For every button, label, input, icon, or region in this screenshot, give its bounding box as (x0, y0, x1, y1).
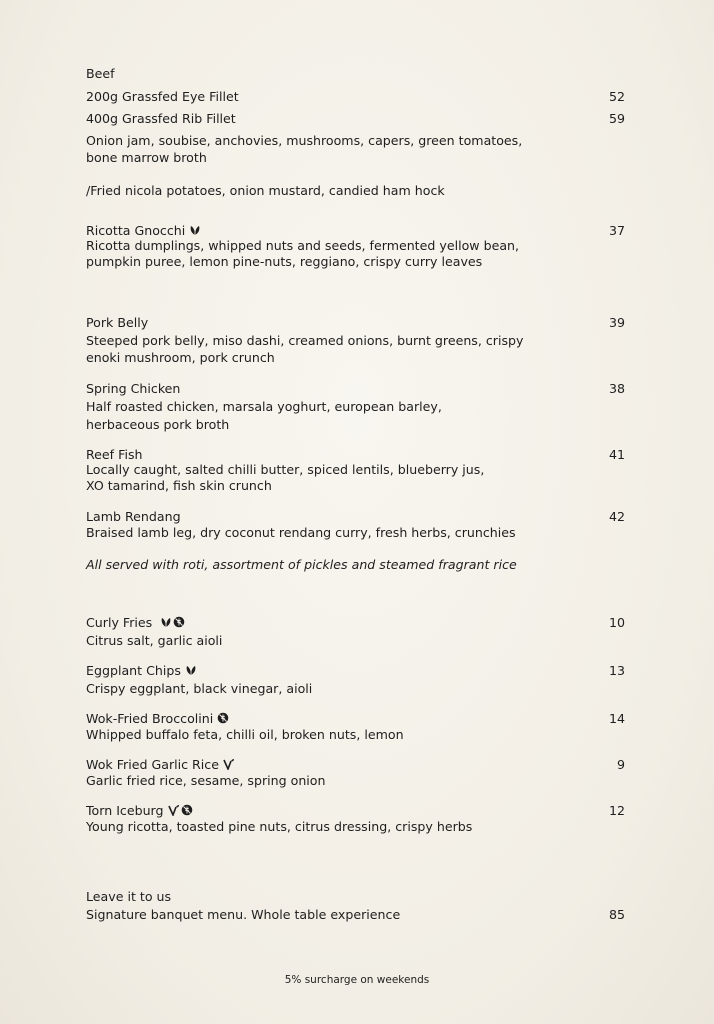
price-rib-fillet: 59 (608, 111, 625, 126)
lamb-description: Braised lamb leg, dry coconut rendang curry, fresh herbs, crunchies (86, 525, 516, 540)
price-eggplant-chips: 13 (608, 663, 625, 678)
price-torn-iceburg: 12 (608, 803, 625, 818)
section-heading-banquet: Leave it to us (86, 889, 172, 904)
vegan-v-icon (223, 758, 235, 770)
price-reef-fish: 41 (608, 447, 625, 462)
fish-description-line-1: Locally caught, salted chilli butter, spiced lentils, blueberry jus, (86, 462, 485, 477)
garlic-rice-description: Garlic fried rice, sesame, spring onion (86, 773, 326, 788)
pork-description-line-2: enoki mushroom, pork crunch (86, 350, 275, 365)
item-name: Wok Fried Garlic Rice (86, 757, 219, 772)
menu-item-wok-fried-garlic-rice (86, 757, 235, 773)
menu-item-ricotta-gnocchi (86, 223, 201, 239)
beef-description-line-1: Onion jam, soubise, anchovies, mushrooms, capers, green tomatoes, (86, 133, 523, 148)
leaf-icon (185, 664, 197, 676)
price-broccolini: 14 (608, 711, 625, 726)
item-name: Ricotta Gnocchi (86, 223, 186, 238)
price-lamb-rendang: 42 (608, 509, 625, 524)
gluten-free-icon (181, 804, 193, 816)
price-banquet: 85 (608, 907, 625, 922)
menu-item-rib-fillet: 400g Grassfed Rib Fillet (86, 111, 236, 126)
price-pork-belly: 39 (608, 315, 625, 330)
fries-description: Citrus salt, garlic aioli (86, 633, 223, 648)
chicken-description-line-1: Half roasted chicken, marsala yoghurt, european barley, (86, 399, 442, 414)
beef-sides: /Fried nicola potatoes, onion mustard, candied ham hock (86, 183, 445, 198)
fish-description-line-2: XO tamarind, fish skin crunch (86, 478, 272, 493)
item-name: Wok-Fried Broccolini (86, 711, 214, 726)
menu-item-wok-fried-broccolini (86, 711, 229, 727)
menu-item-eye-fillet: 200g Grassfed Eye Fillet (86, 89, 239, 104)
price-ricotta-gnocchi: 37 (608, 223, 625, 238)
section-heading-beef: Beef (86, 66, 115, 81)
menu-item-pork-belly: Pork Belly (86, 315, 149, 330)
menu-item-curly-fries (86, 615, 185, 631)
vegan-v-icon (168, 804, 180, 816)
price-garlic-rice: 9 (616, 757, 625, 772)
price-spring-chicken: 38 (608, 381, 625, 396)
menu-item-lamb-rendang: Lamb Rendang (86, 509, 181, 524)
banquet-description: Signature banquet menu. Whole table experience (86, 907, 401, 922)
broccolini-description: Whipped buffalo feta, chilli oil, broken nuts, lemon (86, 727, 404, 742)
price-curly-fries: 10 (608, 615, 625, 630)
leaf-icon (160, 616, 172, 628)
weekend-surcharge-note: 5% surcharge on weekends (284, 974, 430, 986)
item-name: Torn Iceburg (86, 803, 164, 818)
item-name: Curly Fries (86, 615, 153, 630)
iceburg-description: Young ricotta, toasted pine nuts, citrus dressing, crispy herbs (86, 819, 473, 834)
menu-item-reef-fish: Reef Fish (86, 447, 143, 462)
gluten-free-icon (173, 616, 185, 628)
menu-item-spring-chicken: Spring Chicken (86, 381, 181, 396)
gnocchi-description-line-1: Ricotta dumplings, whipped nuts and seeds, fermented yellow bean, (86, 238, 520, 253)
beef-description-line-2: bone marrow broth (86, 150, 207, 165)
eggplant-description: Crispy eggplant, black vinegar, aioli (86, 681, 313, 696)
gnocchi-description-line-2: pumpkin puree, lemon pine-nuts, reggiano, crispy curry leaves (86, 254, 483, 269)
menu-item-torn-iceburg (86, 803, 193, 819)
menu-item-eggplant-chips (86, 663, 197, 679)
mains-served-with-note: All served with roti, assortment of pickles and steamed fragrant rice (86, 557, 517, 572)
chicken-description-line-2: herbaceous pork broth (86, 417, 230, 432)
item-name: Eggplant Chips (86, 663, 181, 678)
gluten-free-icon (217, 712, 229, 724)
price-eye-fillet: 52 (608, 89, 625, 104)
leaf-icon (189, 224, 201, 236)
pork-description-line-1: Steeped pork belly, miso dashi, creamed onions, burnt greens, crispy (86, 333, 524, 348)
